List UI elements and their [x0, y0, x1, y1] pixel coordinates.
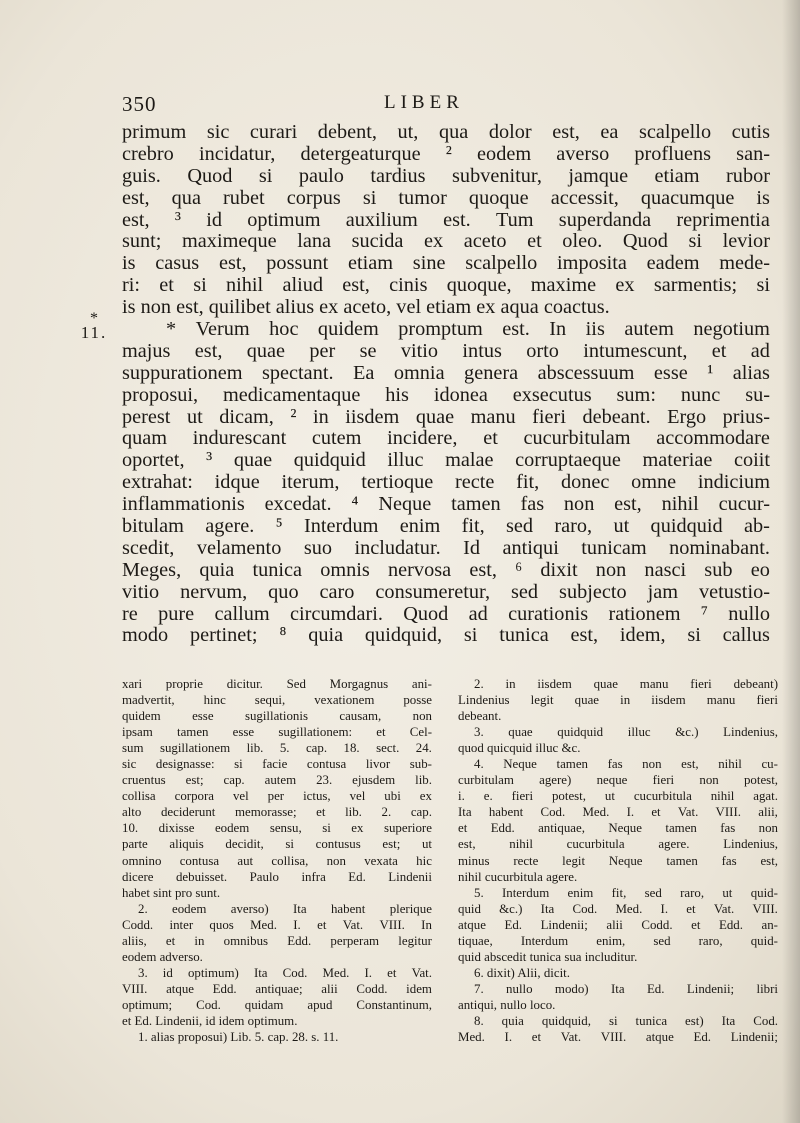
notes-left-line: parte aliquis decidit, si contusus est; ut [122, 837, 432, 852]
main-text-line: re pure callum circumdari. Quod ad curationis rationem ⁷ nullo [122, 602, 770, 625]
notes-right-line: tiquae, Interdum enim, sed raro, quid- [458, 933, 778, 948]
main-text-line: inflammationis excedat. ⁴ Neque tamen fas non est, nihil cucur- [122, 493, 770, 516]
notes-left-line: collisa corpora vel per ictus, vel ubi ex [122, 789, 432, 804]
main-text-line: extrahat: idque iterum, tertioque recte fit, donec omne indicium [122, 471, 770, 494]
main-text-line: bitulam agere. ⁵ Interdum enim fit, sed raro, ut quidquid ab- [122, 515, 770, 538]
notes-right-line: Ita habent Cod. Med. I. et Vat. VIII. alii, [458, 805, 778, 820]
notes-left-line: eodem adverso. [122, 949, 203, 964]
notes-left-line: VIII. atque Edd. antiquae; alii Codd. idem [122, 981, 432, 996]
running-title: LIBER [384, 92, 464, 113]
notes-left-line: alto deciderunt memorasse; et lib. 2. cap. [122, 805, 432, 820]
notes-right-line: 4. Neque tamen fas non est, nihil cu- [474, 757, 778, 772]
notes-left-line: aliis, et in omnibus Edd. perperam legitur [122, 933, 432, 948]
notes-left-line: Codd. inter quos Med. I. et Vat. VIII. In [122, 917, 432, 932]
notes-left-line: sum sugillationem lib. 5. cap. 18. sect. 24. [122, 741, 432, 756]
notes-right-line: 2. in iisdem quae manu fieri debeant) [474, 677, 778, 691]
notes-right-line: 8. quia quidquid, si tunica est) Ita Cod. [474, 1013, 778, 1028]
notes-left-line: ipsam tamen esse sugillationem: et Cel- [122, 725, 432, 740]
main-text-line: sunt; maximeque lana sucida ex aceto et oleo. Quod si levior [122, 230, 770, 253]
main-text-line: guis. Quod si paulo tardius subvenitur, jamque etiam rubor [122, 164, 770, 187]
notes-right-line: nihil cucurbitula agere. [458, 869, 578, 884]
main-text-line: * Verum hoc quidem promptum est. In iis autem negotium [166, 318, 770, 341]
main-text-line: scedit, velamento suo includatur. Id antiqui tunicam nominabant. [122, 536, 770, 559]
footnotes-right-column [458, 676, 778, 1045]
notes-right-line: quid &c.) Ita Cod. Med. I. et Vat. VIII. [458, 901, 778, 916]
main-text-line: est, ³ id optimum auxilium est. Tum superdanda reprimentia [122, 208, 770, 231]
section-marker-star: * [90, 310, 98, 327]
notes-left-line: 1. alias proposui) Lib. 5. cap. 28. s. 11. [138, 1030, 339, 1045]
section-marker-number: 11. [80, 323, 108, 342]
main-text-line: ri: et si nihil aliud est, cinis quoque, maxime ex sarmentis; si [122, 274, 770, 297]
notes-right-line: quod quicquid illuc &c. [458, 741, 581, 756]
notes-left-line: 10. dixisse eodem sensu, si ex superiore [122, 821, 432, 836]
notes-right-line: Lindenius legit quae in iisdem manu fieri [458, 693, 778, 708]
footnotes-left-column [122, 676, 432, 1045]
notes-left-line: quidem esse sugillationis causam, non [122, 709, 432, 724]
notes-left-line: omnino contusa aut collisa, non vexata hic [122, 853, 432, 868]
notes-right-line: et Edd. antiquae, Neque tamen fas non [458, 821, 778, 836]
notes-right-line: est, nihil cucurbitula agere. Lindenius, [458, 837, 778, 852]
main-text-line: perest ut dicam, ² in iisdem quae manu fieri debeant. Ergo prius- [122, 405, 770, 428]
main-text-line: vitio nervum, quo caro consumeretur, sed subjecto jam vetustio- [122, 580, 770, 603]
notes-left-line: sic designasse: si facie contusa livor sub- [122, 757, 432, 772]
notes-left-line: et Ed. Lindenii, id idem optimum. [122, 1013, 298, 1028]
notes-right-line: i. e. fieri potest, ut cucurbitula nihil agat. [458, 789, 778, 804]
notes-right-line: atque Ed. Lindenii; alii Codd. et Edd. an- [458, 917, 778, 932]
notes-left-line: 2. eodem averso) Ita habent plerique [138, 901, 432, 916]
main-text-line: primum sic curari debent, ut, qua dolor est, ea scalpello cutis [122, 121, 770, 143]
main-text-line: Meges, quia tunica omnis nervosa est, ⁶ dixit non nasci sub eo [122, 558, 770, 581]
notes-right-line: Med. I. et Vat. VIII. atque Ed. Lindenii; [458, 1030, 778, 1045]
main-text-line: oportet, ³ quae quidquid illuc malae corruptaeque materiae coiit [122, 449, 770, 472]
main-text-line: est, qua rubet corpus si tumor quoque accessit, quacumque is [122, 186, 770, 209]
notes-left-line: dicere debuisset. Paulo infra Ed. Lindenii [122, 869, 432, 884]
notes-right-line: antiqui, nullo loco. [458, 997, 556, 1012]
main-text-line: is non est, quilibet alius ex aceto, vel etiam ex aqua coactus. [122, 296, 610, 319]
notes-right-line: minus recte legit Neque tamen fas est, [458, 853, 778, 868]
notes-left-line: madvertit, hinc sequi, vexationem posse [122, 693, 432, 708]
notes-left-line: habet sint pro sunt. [122, 885, 221, 900]
main-text-line: quam indurescant cutem incidere, et cucurbitulam accommodare [122, 427, 770, 450]
notes-right-line: 5. Interdum enim fit, sed raro, ut quid- [474, 885, 778, 900]
section-marker [74, 312, 114, 340]
page-number: 350 [122, 92, 157, 116]
page-header [122, 92, 770, 122]
notes-left-line: cruentus est; cap. autem 23. ejusdem lib. [122, 773, 432, 788]
main-text-line: modo pertinet; ⁸ quia quidquid, si tunica est, idem, si callus [122, 624, 770, 647]
page-edge-shadow [782, 0, 800, 1123]
main-text [122, 122, 770, 647]
notes-right-line: debeant. [458, 709, 502, 724]
main-text-line: is casus est, possunt etiam sine scalpello imposita eadem mede- [122, 252, 770, 275]
notes-right-line: 3. quae quidquid illuc &c.) Lindenius, [474, 725, 778, 740]
main-text-line: suppurationem spectant. Ea omnia genera abscessuum esse ¹ alias [122, 361, 770, 384]
notes-right-line: 6. dixit) Alii, dicit. [474, 965, 570, 980]
notes-right-line: 7. nullo modo) Ita Ed. Lindenii; libri [474, 981, 778, 996]
notes-left-line: xari proprie dicitur. Sed Morgagnus ani- [122, 677, 432, 691]
main-text-line: proposui, medicamentaque his idonea exsecutus sum: nunc su- [122, 383, 770, 406]
notes-left-line: optimum; Cod. quidam apud Constantinum, [122, 997, 432, 1012]
main-text-line: crebro incidatur, detergeaturque ² eodem averso profluens san- [122, 142, 770, 165]
main-text-line: majus est, quae per se vitio intus orto intumescunt, et ad [122, 339, 770, 362]
notes-right-line: curbitulam agere) neque fieri non potest, [458, 773, 778, 788]
notes-right-line: quid abscedit tunica sua includitur. [458, 949, 638, 964]
notes-left-line: 3. id optimum) Ita Cod. Med. I. et Vat. [138, 965, 432, 980]
